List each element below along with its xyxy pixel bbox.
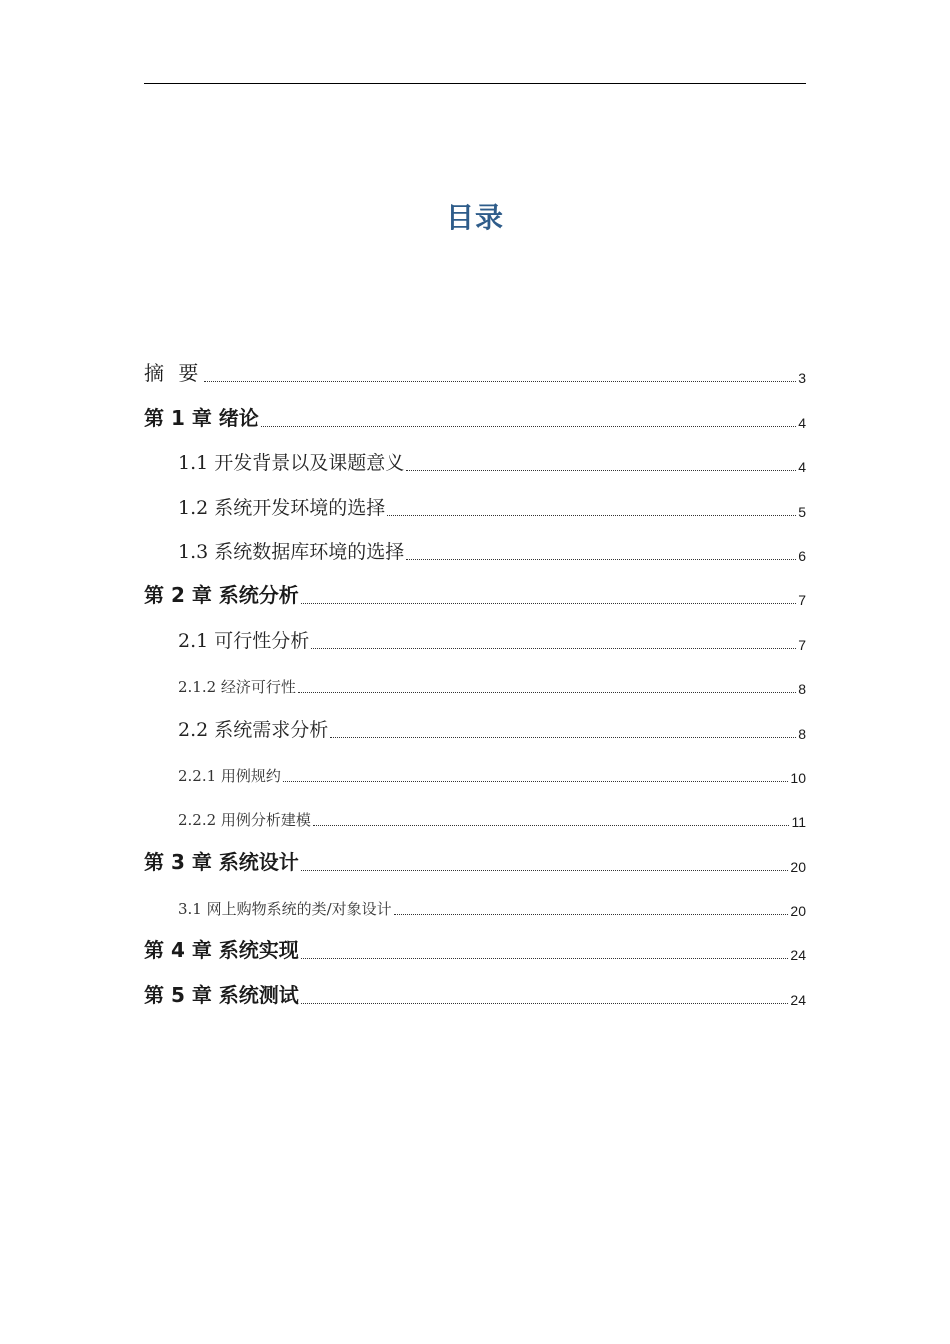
toc-entry-chapter-3[interactable] — [144, 838, 806, 882]
toc-page-number: 20 — [790, 903, 806, 920]
toc-entry-section-3-1[interactable] — [144, 883, 806, 927]
toc-entry-section-2-1-2[interactable] — [144, 661, 806, 705]
toc-dot-leader — [298, 692, 796, 693]
toc-entry-chapter-1[interactable] — [144, 394, 806, 438]
toc-entry-label: 3.1 网上购物系统的类/对象设计 — [178, 900, 392, 919]
toc-entry-label: 第 1 章 绪论 — [144, 405, 259, 430]
toc-entry-section-2-2[interactable] — [144, 705, 806, 749]
toc-page-number: 24 — [790, 991, 806, 1008]
toc-page-number: 5 — [798, 503, 806, 520]
toc-page-number: 4 — [798, 459, 806, 476]
toc-page-number: 7 — [798, 636, 806, 653]
toc-page-number: 3 — [798, 370, 806, 387]
toc-entry-label: 第 3 章 系统设计 — [144, 849, 299, 874]
toc-dot-leader — [406, 559, 796, 560]
toc-list — [144, 350, 806, 1016]
toc-dot-leader — [283, 781, 788, 782]
toc-entry-label: 第 4 章 系统实现 — [144, 938, 299, 963]
toc-entry-label: 1.2 系统开发环境的选择 — [178, 496, 386, 519]
toc-dot-leader — [406, 470, 796, 471]
toc-dot-leader — [301, 958, 789, 959]
toc-entry-abstract[interactable] — [144, 350, 806, 394]
toc-entry-label: 1.3 系统数据库环境的选择 — [178, 540, 405, 563]
toc-dot-leader — [301, 603, 796, 604]
toc-entry-label: 2.1 可行性分析 — [178, 629, 310, 652]
toc-page-number: 11 — [791, 814, 806, 831]
toc-entry-label: 2.2.1 用例规约 — [178, 766, 281, 785]
toc-entry-label: 第 2 章 系统分析 — [144, 583, 299, 608]
toc-entry-label: 1.1 开发背景以及课题意义 — [178, 452, 405, 475]
toc-dot-leader — [387, 515, 796, 516]
toc-entry-label: 2.2.2 用例分析建模 — [178, 811, 311, 830]
toc-page-number: 8 — [798, 725, 806, 742]
toc-dot-leader — [394, 914, 789, 915]
toc-dot-leader — [313, 825, 790, 826]
toc-entry-section-2-2-1[interactable] — [144, 750, 806, 794]
toc-entry-label: 2.1.2 经济可行性 — [178, 678, 296, 697]
toc-dot-leader — [330, 737, 796, 738]
toc-entry-section-2-2-2[interactable] — [144, 794, 806, 838]
toc-dot-leader — [204, 381, 796, 382]
toc-entry-label: 摘 要 — [144, 361, 203, 386]
toc-dot-leader — [301, 870, 789, 871]
toc-entry-section-1-1[interactable] — [144, 439, 806, 483]
header-rule — [144, 83, 806, 84]
toc-page-number: 8 — [798, 681, 806, 698]
toc-entry-chapter-2[interactable] — [144, 572, 806, 616]
toc-entry-label: 2.2 系统需求分析 — [178, 718, 329, 741]
toc-entry-chapter-5[interactable] — [144, 971, 806, 1015]
toc-page-number: 7 — [798, 592, 806, 609]
toc-dot-leader — [311, 648, 796, 649]
toc-dot-leader — [301, 1003, 789, 1004]
toc-entry-section-1-2[interactable] — [144, 483, 806, 527]
toc-entry-label: 第 5 章 系统测试 — [144, 982, 299, 1007]
toc-page-number: 6 — [798, 547, 806, 564]
toc-page-number: 20 — [790, 858, 806, 875]
toc-title: 目录 — [445, 201, 504, 234]
toc-page-number: 10 — [790, 769, 806, 786]
toc-page-number: 24 — [790, 947, 806, 964]
toc-entry-section-1-3[interactable] — [144, 528, 806, 572]
toc-page-number: 4 — [798, 414, 806, 431]
toc-dot-leader — [261, 426, 796, 427]
toc-entry-chapter-4[interactable] — [144, 927, 806, 971]
toc-entry-section-2-1[interactable] — [144, 616, 806, 660]
